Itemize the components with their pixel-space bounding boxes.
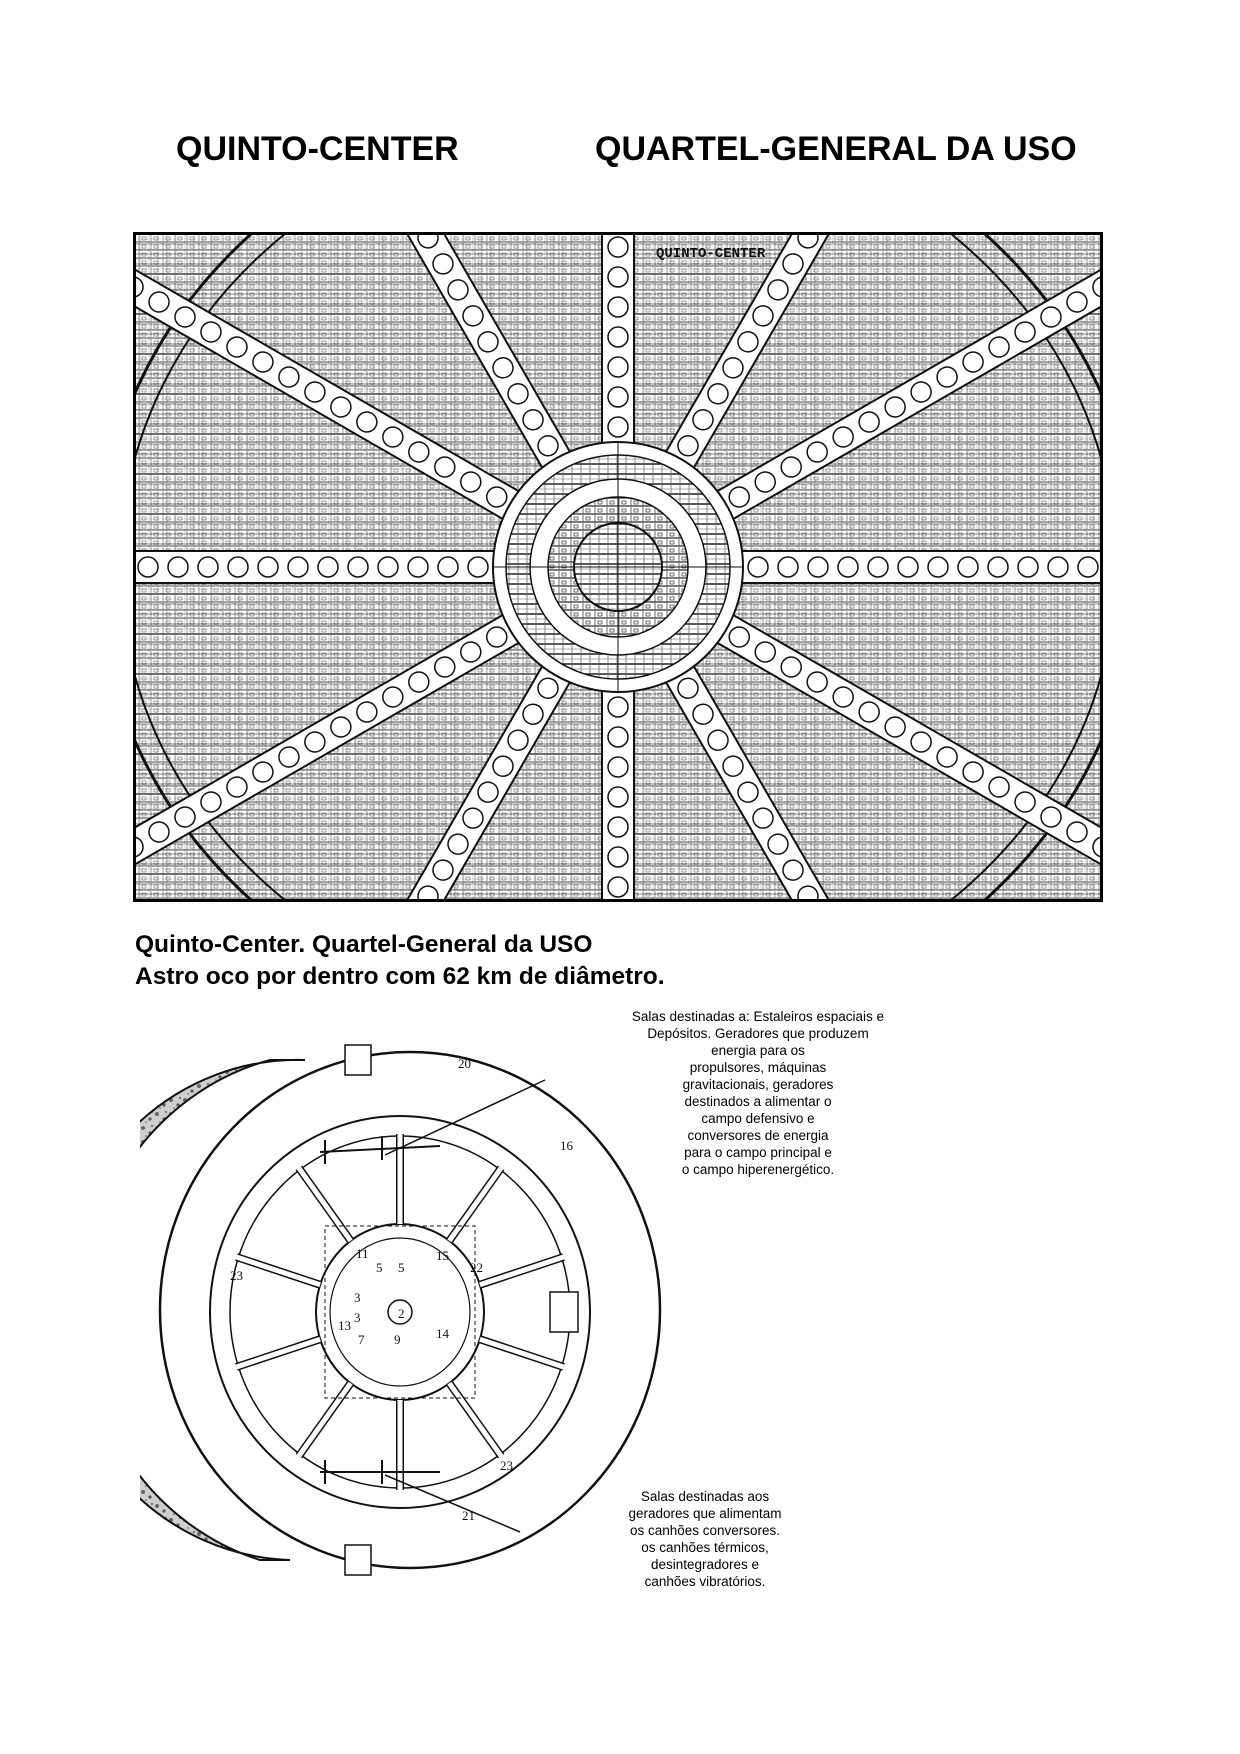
diagram-number-label: 14 [436,1326,449,1341]
diagram-number-label: 9 [394,1332,401,1347]
annotation-top-line: conversores de energia [687,1128,829,1143]
diagram-number-label: 3 [354,1310,361,1325]
annotation-bottom-line: Salas destinadas aos [640,1489,770,1504]
hollow-planet-cutaway-diagram [140,1040,680,1580]
annotation-top-line: o campo hiperenergético. [681,1162,835,1177]
diagram-number-label: 15 [436,1248,449,1263]
diagram-number-label: 3 [354,1290,361,1305]
top-figure-label: QUINTO-CENTER [656,246,766,262]
annotation-bottom-line: os canhões térmicos, [641,1540,769,1555]
diagram-number-label: 11 [356,1246,369,1261]
annotation-top-line: campo defensivo e [701,1111,815,1126]
diagram-number-label: 2 [398,1306,405,1321]
annotation-top-line: Salas destinadas a: Estaleiros espaciais e [631,1009,885,1024]
diagram-number-label: 7 [358,1332,365,1347]
caption-line-2: Astro oco por dentro com 62 km de diâmetro. [135,963,665,990]
diagram-number-label: 23 [230,1268,243,1283]
diagram-number-label: 23 [500,1458,513,1473]
annotation-bottom [600,1488,810,1590]
diagram-number-label: 16 [560,1138,573,1153]
annotation-top-line: Depósitos. Geradores que produzem [647,1026,869,1041]
annotation-bottom-line: canhões vibratórios. [644,1574,766,1589]
page-title-right: QUARTEL-GENERAL DA USO [595,130,1077,168]
annotation-bottom-line: geradores que alimentam [628,1506,782,1521]
diagram-number-label: 20 [458,1056,471,1071]
quinto-center-cross-section-illustration [133,232,1103,902]
annotation-bottom-line: os canhões conversores. [629,1523,781,1538]
diagram-number-label: 22 [470,1260,483,1275]
annotation-top-line: gravitacionais, geradores [682,1077,834,1092]
diagram-number-label: 21 [462,1508,475,1523]
diagram-number-label: 13 [338,1318,351,1333]
diagram-number-label: 5 [376,1260,383,1275]
diagram-number-label: 5 [398,1260,405,1275]
annotation-top-line: propulsores, máquinas [689,1060,827,1075]
annotation-top [608,1008,908,1178]
annotation-top-line: para o campo principal e [684,1145,832,1160]
annotation-bottom-line: desintegradores e [650,1557,760,1572]
caption-line-1: Quinto-Center. Quartel-General da USO [135,931,593,958]
page-title-left: QUINTO-CENTER [176,130,459,168]
annotation-top-line: energia para os [711,1043,805,1058]
annotation-top-line: destinados a alimentar o [684,1094,832,1109]
